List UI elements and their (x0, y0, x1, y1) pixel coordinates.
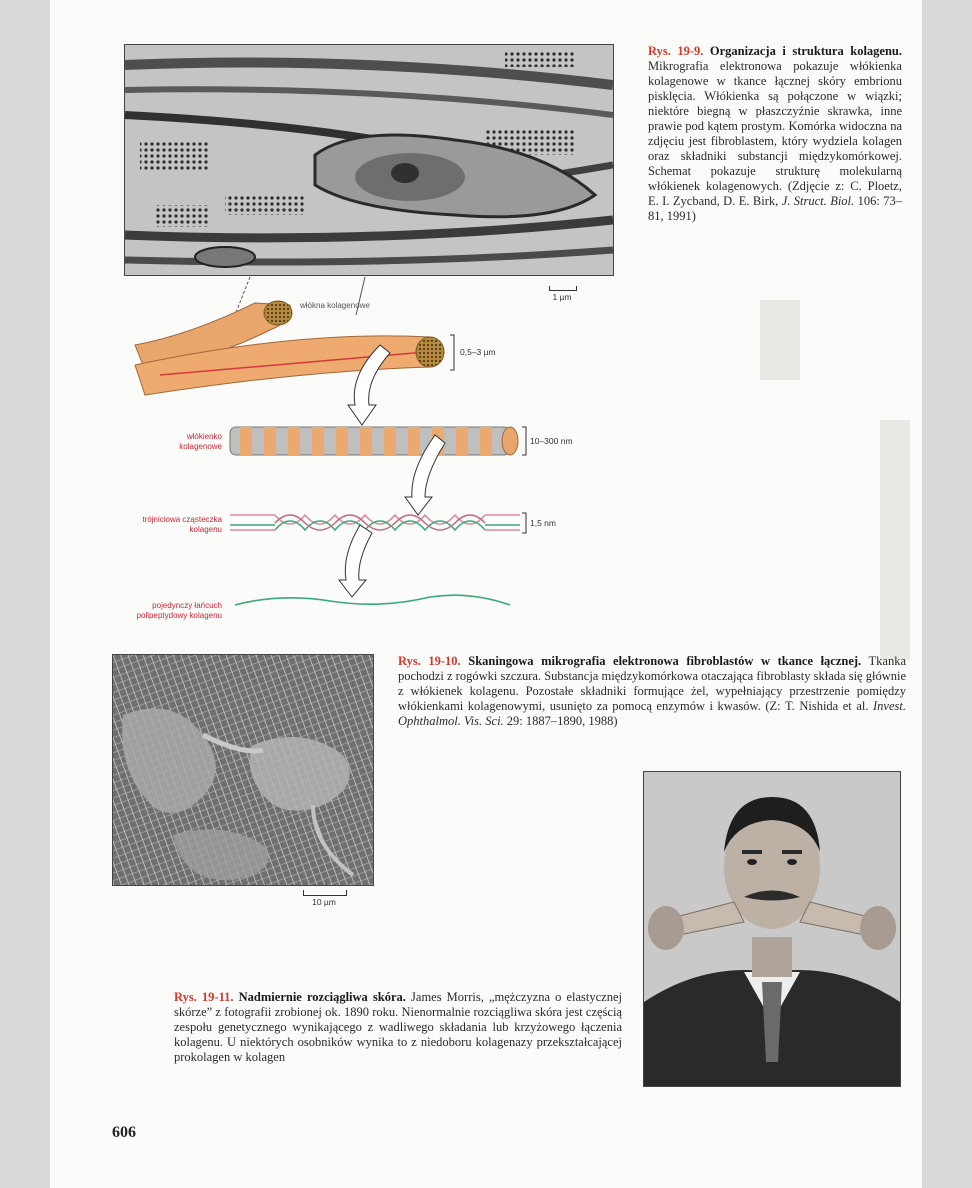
figure-19-11-title: Nadmiernie rozciągliwa skóra. (238, 990, 406, 1004)
figure-19-10-ref-end: 29: 1887–1890, 1988) (506, 714, 618, 728)
figure-19-9-body: Mikrografia elektronowa pokazuje włókienka kolagenowe w tkance łącznej skóry embrionu pisklęcia. Włókienka są połączone w wiązki; niektóre biegną w płaszczyźnie skrawka, inne prawie pod kątem prostym. Komórka widoczna na zdjęciu jest fibroblastem, który wydziela kolagen oraz składniki substancji międzykomórkowej. Schemat pokazuje strukturę molekularną włókienek kolagenowych. (Zdjęcie z: C. Ploetz, E. I. Zycband, D. E. Birk, (648, 59, 902, 208)
bleed-through-text-block (880, 420, 910, 660)
scale-bar-label: 10 µm (312, 897, 336, 907)
dimension-bracket (450, 335, 454, 370)
figure-19-10-journal: Invest. Ophthalmol. Vis. Sci. (398, 699, 906, 728)
collagen-tem-micrograph (124, 44, 614, 276)
dimension-bracket (522, 427, 526, 455)
james-morris-photograph (643, 771, 901, 1087)
label-triple-helix: trójniciowa cząsteczka kolagenu (142, 515, 222, 534)
figure-19-9-ref-end: 106: 73–81, 1991) (648, 194, 902, 223)
fiber-cross-section (416, 337, 444, 367)
label-single-chain: pojedynczy łańcuch polipeptydowy kolagenu (136, 601, 222, 620)
figure-19-11-caption (174, 990, 622, 1065)
fibril-end (502, 427, 518, 455)
figure-19-9-number: Rys. 19-9. (648, 44, 704, 58)
figure-19-10-body: Tkanka pochodzi z rogówki szczura. Substancja międzykomórkowa otaczająca fibroblasty składa się głównie z włókienek kolagenu. Pozostałe składniki formujące żel, wypełniający przestrzenie pomiędzy włókienkami kolagenowymi, usunięto za pomocą enzymów i kwasów. (Z: T. Nishida et al. (398, 654, 907, 713)
hollow-arrow (339, 525, 372, 597)
fibroblast-sem-micrograph (112, 654, 374, 886)
scale-bar-label: 1 µm (552, 292, 572, 302)
page-number: 606 (112, 1124, 136, 1141)
bleed-through-text-block (760, 300, 800, 380)
dimension-bracket (522, 513, 526, 533)
dimension-fibril: 10–300 nm (530, 436, 573, 446)
figure-19-9-caption (648, 44, 902, 224)
label-collagen-fibril: włókienko kolagenowe (179, 432, 222, 451)
figure-19-10-number: Rys. 19-10. (398, 654, 461, 668)
dimension-fiber: 0,5–3 µm (460, 347, 496, 357)
fiber-cross-section (264, 301, 292, 325)
figure-19-11-body: James Morris, „mężczyzna o elastycznej skórze” z fotografii zrobionej ok. 1890 roku. Nienormalnie rozciągliwa skóra jest częścią zespołu genetycznego wynikającego z wadliwego składania lub krzyżowego łączenia kolagenu. U niektórych osobników wynika to z niedoboru kolagenazy przekształcającej prokolagen w kolagen (174, 990, 622, 1064)
collagen-structure-diagram (50, 275, 670, 625)
dimension-triple-helix: 1,5 nm (530, 518, 556, 528)
figure-19-11-number: Rys. 19-11. (174, 990, 234, 1004)
triple-helix (230, 515, 520, 530)
figure-19-9-title: Organizacja i struktura kolagenu. (709, 44, 902, 58)
scale-bar-10um (303, 890, 347, 896)
single-polypeptide-chain (235, 595, 510, 605)
figure-19-9-journal: J. Struct. Biol. (781, 194, 855, 208)
figure-19-10-caption (398, 654, 906, 729)
figure-19-10-title: Skaningowa mikrografia elektronowa fibroblastów w tkance łącznej. (468, 654, 862, 668)
label-collagen-fibers: włókna kolagenowe (300, 301, 370, 310)
